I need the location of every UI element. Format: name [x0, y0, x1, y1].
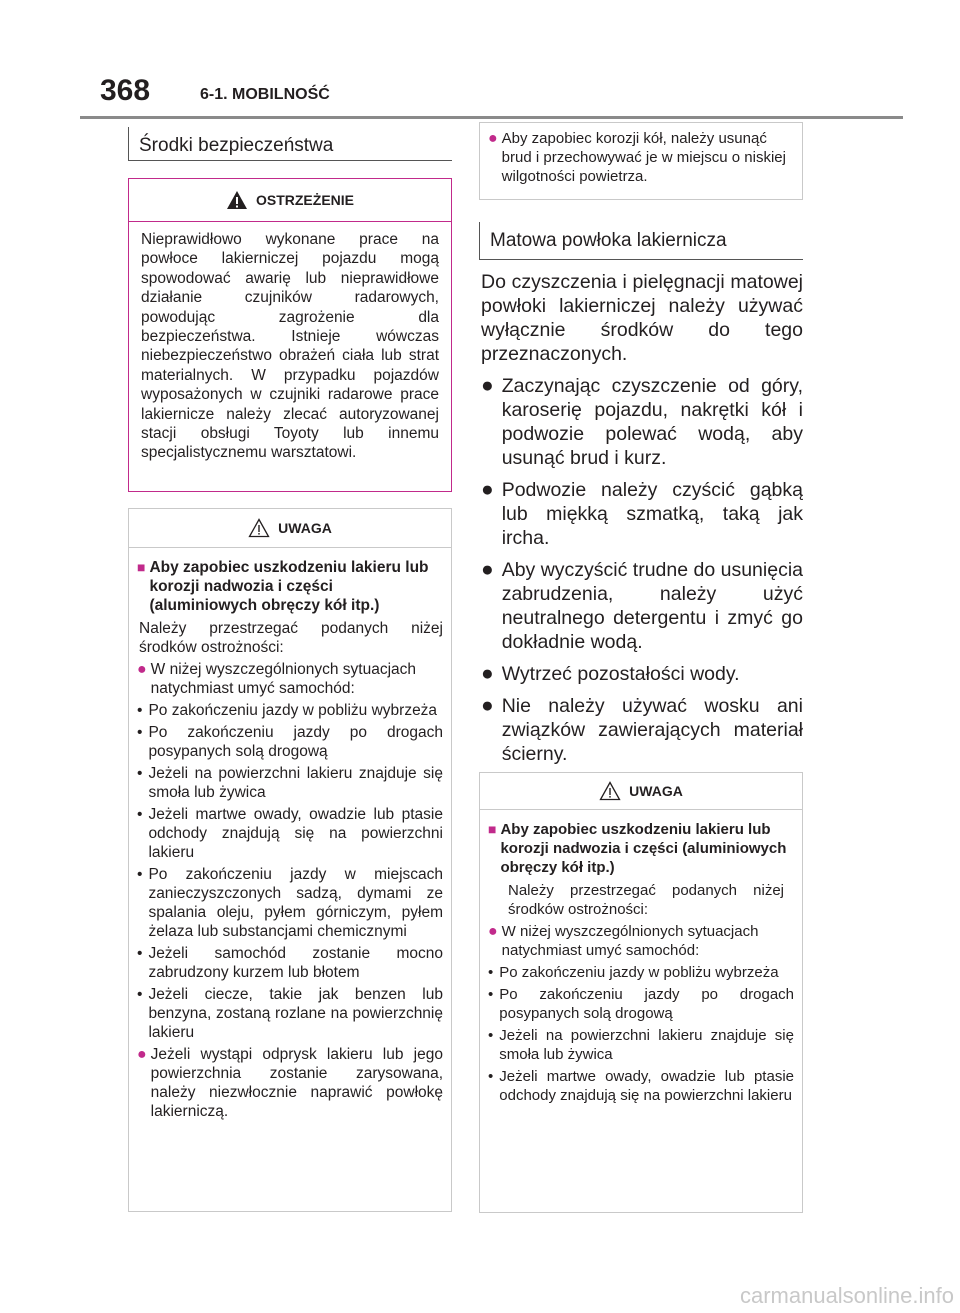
list-item	[137, 701, 443, 720]
list-item	[137, 723, 443, 761]
bullet-icon: •	[137, 724, 143, 741]
bullet-icon: •	[137, 702, 143, 719]
heading-safety-text: Środki bezpieczeństwa	[139, 135, 334, 156]
warning-body: Nieprawidłowo wykonane prace na powłoce lakierniczej pojazdu mogą spowodować awarię lub nieprawidłowe działanie czujników radarowych, powodując zagrożenie dla bezpieczeństwa. Istnieje wówczas niebezpieczeństwo obrażeń ciała lub strat materialnych. W przypadku pojazdów wyposażonych w czujniki radarowe prace lakiernicze należy zlecać autoryzowanej stacji obsługi Toyoty lub innemu specjalistycznemu warsztatowi.	[141, 231, 439, 462]
caution-triangle-icon	[248, 518, 270, 538]
list-item	[488, 1067, 794, 1105]
caution-panel-left	[128, 508, 452, 1212]
list-item-text: Po zakończeniu jazdy w pobliżu wybrzeża	[148, 702, 438, 719]
list-item	[137, 985, 443, 1042]
bullet-icon: •	[488, 986, 494, 1003]
caution-intro-left: Należy przestrzegać podanych niżej środków ostrożności:	[139, 620, 443, 656]
warning-triangle-icon	[226, 190, 248, 210]
heading-safety	[128, 127, 452, 161]
caution-dot-text: W niżej wyszczególnionych sytuacjach natychmiast umyć samochód:	[501, 923, 759, 959]
bullet-icon: •	[488, 1068, 494, 1085]
caution-subheading-left	[137, 558, 443, 615]
bullet-icon: •	[137, 945, 143, 962]
caution-title-right: UWAGA	[629, 783, 683, 799]
list-item-text: Jeżeli na powierzchni lakieru znajduje się smoła lub żywica	[499, 1027, 794, 1063]
matte-paint-intro: Do czyszczenia i pielęgnacji matowej powłoki lakierniczej należy używać wyłącznie środków do tego przeznaczonych.	[481, 271, 803, 365]
list-item	[481, 558, 803, 654]
bullet-icon: •	[137, 806, 143, 823]
header-rule	[80, 116, 903, 119]
black-dot-icon: ●	[481, 478, 494, 501]
list-item-text: Po zakończeniu jazdy w miejscach zanieczyszczonych sadzą, dymami ze spalania oleju, pyłem górniczym, pyłem żelaza lub substancjami chemicznymi	[148, 866, 443, 940]
black-dot-icon: ●	[481, 662, 494, 685]
caution-header-left	[129, 509, 451, 547]
caution-intro-right: Należy przestrzegać podanych niżej środków ostrożności:	[508, 882, 784, 918]
caution-body-left	[129, 548, 451, 1129]
list-item	[481, 478, 803, 550]
heading-matte-paint	[479, 222, 803, 260]
list-item-text: Po zakończeniu jazdy w pobliżu wybrzeża	[499, 964, 779, 981]
caution-triangle-icon	[599, 781, 621, 801]
bullet-icon: •	[137, 765, 143, 782]
black-dot-icon: ●	[481, 694, 494, 717]
list-item-text: Aby wyczyścić trudne do usunięcia zabrudzenia, należy użyć neutralnego detergentu i zmyć go dokładnie wodą.	[501, 559, 803, 653]
heading-matte-paint-text: Matowa powłoka lakiernicza	[490, 230, 727, 251]
pink-dot-icon: ●	[488, 130, 498, 147]
list-item	[137, 764, 443, 802]
section-title: 6-1. MOBILNOŚĆ	[200, 86, 330, 103]
matte-paint-section	[481, 270, 803, 766]
wheel-corrosion-box	[479, 122, 803, 200]
bullet-icon: •	[488, 1027, 494, 1044]
caution-dot-text: Jeżeli wystąpi odprysk lakieru lub jego powierzchnia zostanie zarysowana, należy niezwłocznie naprawić powłokę lakierniczą.	[150, 1046, 443, 1120]
square-bullet-icon: ■	[488, 821, 497, 837]
bullet-icon: •	[137, 866, 143, 883]
black-dot-icon: ●	[481, 374, 494, 397]
wheel-corrosion-text: Aby zapobiec korozji kół, należy usunąć brud i przechowywać je w miejscu o niskiej wilgotności powietrza.	[501, 130, 786, 185]
caution-subheading-text: Aby zapobiec uszkodzeniu lakieru lub korozji nadwozia i części (aluminiowych obręczy kół itp.)	[149, 559, 429, 614]
caution-subheading-text: Aby zapobiec uszkodzeniu lakieru lub korozji nadwozia i części (aluminiowych obręczy kół itp.)	[500, 821, 787, 876]
caution-dot-item	[488, 922, 794, 960]
list-item-text: Po zakończeniu jazdy po drogach posypanych solą drogową	[148, 724, 443, 760]
list-item-text: Jeżeli martwe owady, owadzie lub ptasie odchody znajdują się na powierzchni lakieru	[148, 806, 443, 861]
caution-subheading-right	[488, 820, 794, 877]
list-item	[481, 662, 803, 686]
pink-dot-icon: ●	[137, 661, 147, 678]
list-item	[137, 805, 443, 862]
list-item-text: Jeżeli na powierzchni lakieru znajduje się smoła lub żywica	[148, 765, 443, 801]
list-item-text: Wytrzeć pozostałości wody.	[501, 663, 740, 685]
caution-dot-text: W niżej wyszczególnionych sytuacjach natychmiast umyć samochód:	[150, 661, 417, 697]
list-item-text: Jeżeli martwe owady, owadzie lub ptasie odchody znajdują się na powierzchni lakieru	[499, 1068, 794, 1104]
list-item	[137, 865, 443, 941]
caution-dot-item	[137, 660, 443, 698]
list-item-text: Nie należy używać wosku ani związków zawierających materiał ścierny.	[501, 695, 803, 765]
bullet-icon: •	[488, 964, 494, 981]
black-dot-icon: ●	[481, 558, 494, 581]
list-item-text: Jeżeli samochód zostanie mocno zabrudzony kurzem lub błotem	[148, 945, 443, 981]
list-item	[488, 985, 794, 1023]
warning-header	[129, 179, 451, 221]
caution-body-right	[480, 810, 802, 1113]
list-item	[481, 694, 803, 766]
square-bullet-icon: ■	[137, 559, 146, 575]
watermark: carmanualsonline.info	[739, 1283, 954, 1308]
list-item-text: Podwozie należy czyścić gąbką lub miękką szmatką, taką jak ircha.	[501, 479, 803, 549]
pink-dot-icon: ●	[137, 1046, 147, 1063]
pink-dot-icon: ●	[488, 923, 498, 940]
wheel-corrosion-item	[480, 123, 802, 192]
list-item-text: Zaczynając czyszczenie od góry, karoserię pojazdu, nakrętki kół i podwozie polewać wodą, aby usunąć brud i kurz.	[501, 375, 803, 469]
list-item	[481, 374, 803, 470]
warning-title: OSTRZEŻENIE	[255, 192, 354, 208]
page-number: 368	[100, 74, 151, 107]
caution-dot-item	[137, 1045, 443, 1121]
warning-panel	[128, 178, 452, 492]
list-item	[488, 963, 794, 982]
bullet-icon: •	[137, 986, 143, 1003]
list-item	[488, 1026, 794, 1064]
list-item-text: Po zakończeniu jazdy po drogach posypanych solą drogową	[499, 986, 794, 1022]
caution-title-left: UWAGA	[278, 520, 332, 536]
list-item	[137, 944, 443, 982]
list-item-text: Jeżeli ciecze, takie jak benzen lub benzyna, zostaną rozlane na powierzchnię lakieru	[148, 986, 443, 1041]
caution-panel-right	[479, 772, 803, 1213]
caution-header-right	[480, 773, 802, 809]
